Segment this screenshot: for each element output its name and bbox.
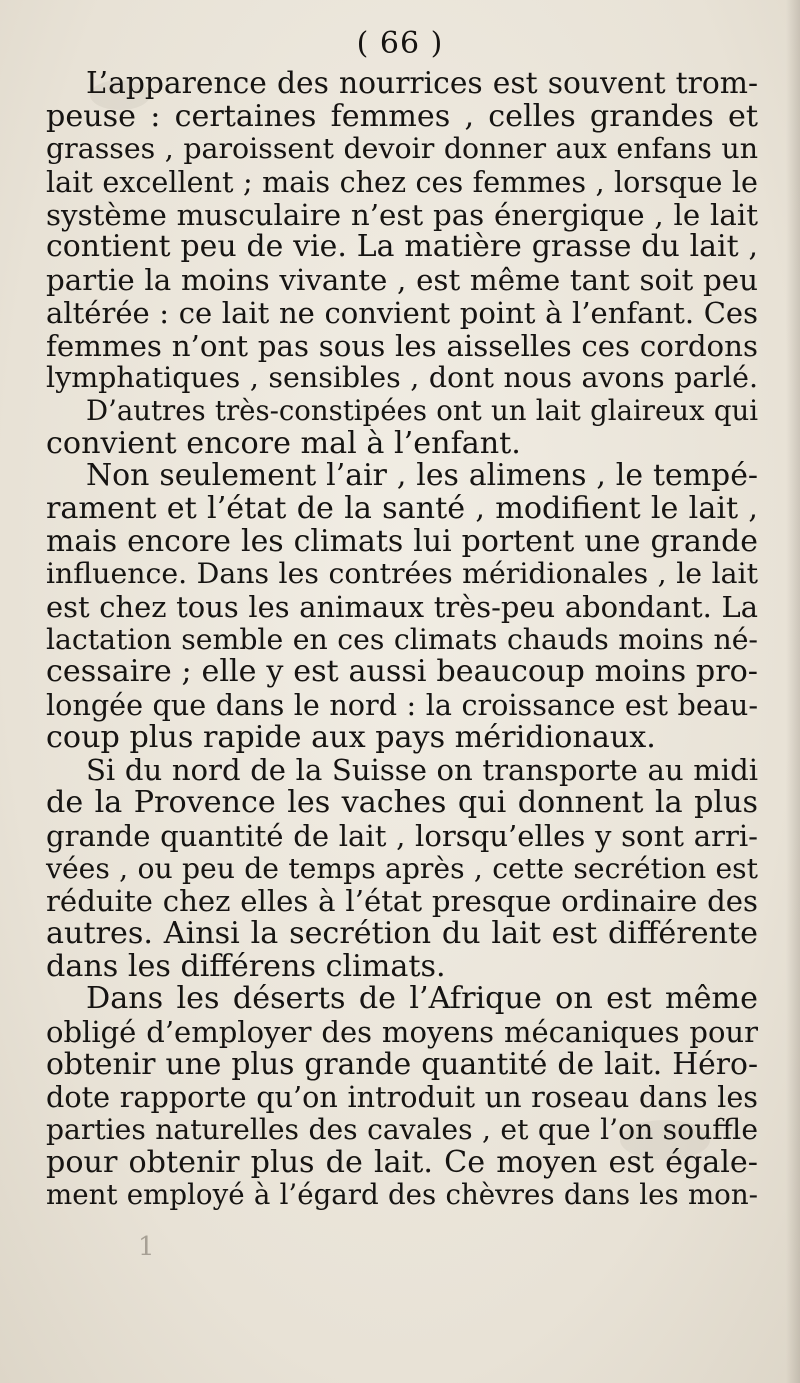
text-line: est chez tous les animaux très-peu abondant. La (46, 590, 758, 624)
text-line: réduite chez elles à l’état presque ordinaire des (46, 884, 758, 919)
text-line: grasses , paroissent devoir donner aux enfans un (46, 132, 758, 166)
signature-mark: 1 (138, 1232, 155, 1262)
text-line: lactation semble en ces climats chauds moins né- (46, 622, 758, 656)
text-line: rament et l’état de la santé , modifient le lait , (46, 490, 758, 526)
text-line: de la Provence les vaches qui donnent la plus (46, 785, 758, 821)
text-line: cessaire ; elle y est aussi beaucoup moins pro- (46, 654, 758, 690)
text-line: Dans les déserts de l’Afrique on est même (86, 981, 758, 1017)
text-line: femmes n’ont pas sous les aisselles ces cordons (46, 328, 758, 363)
text-line: contient peu de vie. La matière grasse du lait , (46, 229, 758, 265)
text-line: Si du nord de la Suisse on transporte au midi (86, 753, 758, 788)
text-line: autres. Ainsi la secrétion du lait est différente (46, 915, 758, 951)
text-line: ment employé à l’égard des chèvres dans les mon- (46, 1178, 758, 1212)
page-edge-shadow (786, 0, 800, 1383)
text-line: lymphatiques , sensibles , dont nous avons parlé. (46, 361, 758, 395)
text-line: système musculaire n’est pas énergique , le lait (46, 197, 758, 232)
text-line: vées , ou peu de temps après , cette secrétion est (46, 851, 758, 885)
text-line: lait excellent ; mais chez ces femmes , lorsque le (46, 165, 758, 200)
text-line: influence. Dans les contrées méridionales , le lait (46, 557, 758, 591)
text-line: altérée : ce lait ne convient point à l’enfant. Ces (46, 295, 758, 330)
text-line: convient encore mal à l’enfant. (46, 425, 521, 461)
text-line: parties naturelles des cavales , et que l’on souffle (46, 1113, 758, 1146)
text-line: longée que dans le nord : la croissance est beau- (46, 688, 758, 723)
text-line: obligé d’employer des moyens mécaniques pour (46, 1014, 758, 1049)
text-line: L’apparence des nourrices est souvent trom- (86, 66, 758, 101)
text-line: peuse : certaines femmes , celles grandes et (46, 98, 758, 134)
text-line: mais encore les climats lui portent une grande (46, 523, 758, 559)
text-line: partie la moins vivante , est même tant soit peu (46, 263, 758, 298)
text-line: obtenir une plus grande quantité de lait. Héro- (46, 1046, 758, 1082)
text-line: Non seulement l’air , les alimens , le tempé- (86, 458, 758, 494)
text-line: dote rapporte qu’on introduit un roseau dans les (46, 1080, 758, 1115)
text-line: dans les différens climats. (46, 948, 446, 984)
text-line: pour obtenir plus de lait. Ce moyen est égale- (46, 1144, 758, 1180)
text-line: grande quantité de lait , lorsqu’elles y sont arri- (46, 818, 758, 853)
text-line: coup plus rapide aux pays méridionaux. (46, 719, 656, 755)
text-line: D’autres très-constipées ont un lait glaireux qui (86, 394, 758, 427)
page-number: ( 66 ) (356, 26, 444, 61)
body-text (46, 68, 758, 1212)
